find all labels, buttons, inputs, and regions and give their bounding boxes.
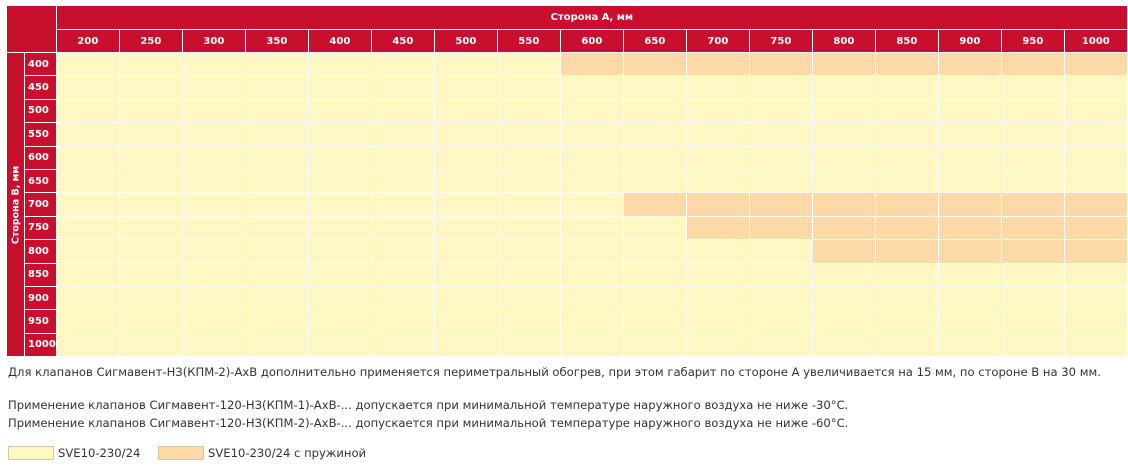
cell-standard [308,76,371,99]
cell-standard [497,76,560,99]
cell-standard [119,53,182,76]
cell-standard [749,310,812,333]
cell-standard [308,123,371,146]
cell-spring [623,53,686,76]
cell-standard [119,263,182,286]
cell-standard [371,123,434,146]
cell-standard [1001,310,1064,333]
cell-standard [245,123,308,146]
cell-standard [371,53,434,76]
cell-standard [623,286,686,309]
axis-a-header: Сторона А, мм [56,6,1127,30]
cell-standard [56,193,119,216]
cell-standard [686,99,749,122]
row-header: 650 [25,169,57,192]
cell-standard [875,310,938,333]
cell-standard [371,169,434,192]
table-row [7,146,1128,169]
row-header: 700 [25,193,57,216]
cell-standard [497,333,560,356]
cell-standard [875,169,938,192]
legend-swatch-spring [158,446,204,460]
row-header: 600 [25,146,57,169]
table-row [7,310,1128,333]
cell-standard [812,76,875,99]
cell-spring [686,216,749,239]
cell-standard [1001,76,1064,99]
temperature-note-2: Применение клапанов Сигмавент-120-НЗ(КПМ-2)-АхВ-... допускается при минимальной температуре наружного воздуха не ниже -60°С. [8,416,849,430]
cell-standard [56,169,119,192]
column-header: 300 [182,30,245,53]
cell-spring [812,240,875,263]
cell-spring [1001,240,1064,263]
row-header: 900 [25,286,57,309]
cell-standard [371,263,434,286]
column-header: 950 [1001,30,1064,53]
cell-spring [1064,216,1127,239]
cell-standard [560,263,623,286]
cell-standard [119,146,182,169]
cell-spring [938,216,1001,239]
cell-standard [497,216,560,239]
cell-standard [749,333,812,356]
cell-standard [497,310,560,333]
column-header: 350 [245,30,308,53]
cell-standard [938,76,1001,99]
cell-standard [875,76,938,99]
cell-standard [875,286,938,309]
cell-standard [245,146,308,169]
cell-standard [308,333,371,356]
cell-standard [182,99,245,122]
heating-note: Для клапанов Сигмавент-НЗ(КПМ-2)-АхВ дополнительно применяется периметральный обогрев, при этом габарит по стороне А увеличивается на 15 мм, по стороне В на 30 мм. [8,365,1101,379]
cell-standard [119,310,182,333]
legend-swatch-standard [8,446,54,460]
cell-standard [182,123,245,146]
cell-standard [119,286,182,309]
cell-standard [56,263,119,286]
cell-standard [182,146,245,169]
cell-standard [812,263,875,286]
cell-standard [434,310,497,333]
cell-standard [434,240,497,263]
cell-standard [560,146,623,169]
cell-standard [434,263,497,286]
table-row [7,193,1128,216]
cell-standard [182,169,245,192]
cell-standard [938,263,1001,286]
cell-spring [686,193,749,216]
cell-standard [434,146,497,169]
cell-standard [434,333,497,356]
cell-standard [749,169,812,192]
cell-standard [938,123,1001,146]
cell-spring [1001,216,1064,239]
cell-standard [497,286,560,309]
column-header: 650 [623,30,686,53]
table-row [7,99,1128,122]
cell-standard [1064,169,1127,192]
cell-spring [875,53,938,76]
cell-standard [245,169,308,192]
cell-standard [497,240,560,263]
cell-standard [245,99,308,122]
cell-standard [623,263,686,286]
cell-standard [686,286,749,309]
cell-standard [686,76,749,99]
column-header: 400 [308,30,371,53]
table-row [7,216,1128,239]
cell-standard [938,310,1001,333]
row-header: 850 [25,263,57,286]
cell-standard [938,333,1001,356]
row-header: 400 [25,53,57,76]
cell-standard [371,286,434,309]
cell-spring [1064,53,1127,76]
row-header: 750 [25,216,57,239]
row-header: 450 [25,76,57,99]
cell-standard [560,216,623,239]
legend-item-standard [8,445,140,461]
column-header: 550 [497,30,560,53]
cell-standard [182,263,245,286]
cell-standard [371,76,434,99]
column-header: 450 [371,30,434,53]
cell-standard [812,123,875,146]
cell-standard [119,333,182,356]
cell-standard [1001,169,1064,192]
cell-spring [623,193,686,216]
cell-standard [875,146,938,169]
cell-standard [56,286,119,309]
cell-standard [119,240,182,263]
cell-standard [182,286,245,309]
cell-standard [686,333,749,356]
cell-standard [182,193,245,216]
cell-standard [749,286,812,309]
cell-standard [308,216,371,239]
cell-standard [434,193,497,216]
cell-standard [308,263,371,286]
dimension-table [6,5,1128,357]
cell-standard [434,76,497,99]
axis-b-header [7,53,25,357]
cell-standard [1064,99,1127,122]
cell-standard [938,146,1001,169]
column-header: 250 [119,30,182,53]
cell-standard [497,53,560,76]
cell-standard [119,99,182,122]
cell-standard [245,286,308,309]
cell-spring [1064,193,1127,216]
cell-standard [56,310,119,333]
cell-spring [1064,240,1127,263]
cell-standard [938,99,1001,122]
cell-standard [1001,99,1064,122]
cell-standard [308,169,371,192]
cell-standard [182,216,245,239]
cell-standard [182,333,245,356]
cell-standard [245,216,308,239]
cell-standard [182,53,245,76]
cell-standard [182,240,245,263]
cell-standard [749,146,812,169]
cell-standard [245,76,308,99]
legend-label-standard: SVE10-230/24 [58,446,141,460]
column-header: 850 [875,30,938,53]
cell-spring [938,193,1001,216]
cell-standard [623,123,686,146]
cell-standard [56,99,119,122]
cell-spring [686,53,749,76]
cell-spring [1001,193,1064,216]
cell-standard [686,146,749,169]
cell-standard [56,76,119,99]
cell-standard [434,99,497,122]
cell-spring [875,193,938,216]
cell-standard [245,333,308,356]
table-row [7,240,1128,263]
cell-standard [623,76,686,99]
cell-standard [560,333,623,356]
cell-standard [623,99,686,122]
cell-standard [1001,123,1064,146]
cell-standard [812,310,875,333]
cell-standard [182,76,245,99]
cell-standard [686,123,749,146]
cell-spring [560,53,623,76]
cell-standard [938,169,1001,192]
cell-standard [623,333,686,356]
cell-standard [245,53,308,76]
cell-standard [749,123,812,146]
cell-standard [56,240,119,263]
table-row [7,333,1128,356]
cell-spring [875,216,938,239]
cell-standard [686,310,749,333]
cell-standard [1001,146,1064,169]
cell-standard [1064,286,1127,309]
cell-standard [623,216,686,239]
table-row [7,169,1128,192]
table-row [7,53,1128,76]
cell-standard [875,263,938,286]
column-header-row [7,30,1128,53]
row-header: 500 [25,99,57,122]
cell-standard [308,53,371,76]
cell-standard [119,216,182,239]
cell-standard [308,146,371,169]
cell-standard [245,240,308,263]
cell-standard [182,310,245,333]
cell-standard [56,53,119,76]
cell-standard [119,169,182,192]
cell-standard [560,240,623,263]
cell-standard [245,193,308,216]
cell-standard [686,169,749,192]
cell-standard [119,123,182,146]
cell-spring [812,53,875,76]
cell-standard [560,123,623,146]
cell-standard [119,193,182,216]
cell-standard [1001,286,1064,309]
cell-standard [560,193,623,216]
cell-standard [812,146,875,169]
column-header: 900 [938,30,1001,53]
cell-standard [245,310,308,333]
cell-standard [1064,123,1127,146]
cell-standard [1001,333,1064,356]
cell-standard [875,123,938,146]
cell-standard [497,169,560,192]
column-header: 600 [560,30,623,53]
cell-standard [434,53,497,76]
cell-standard [560,286,623,309]
cell-standard [56,216,119,239]
cell-standard [497,123,560,146]
cell-standard [560,76,623,99]
table-corner [7,6,57,53]
cell-standard [434,169,497,192]
cell-standard [749,263,812,286]
column-header: 700 [686,30,749,53]
cell-standard [560,99,623,122]
column-header: 500 [434,30,497,53]
cell-standard [56,146,119,169]
cell-standard [497,263,560,286]
cell-standard [686,240,749,263]
cell-standard [560,169,623,192]
cell-standard [623,240,686,263]
cell-spring [938,53,1001,76]
column-header: 750 [749,30,812,53]
cell-standard [308,193,371,216]
cell-standard [308,99,371,122]
cell-standard [1064,263,1127,286]
cell-standard [56,123,119,146]
cell-standard [371,146,434,169]
cell-standard [371,216,434,239]
table-row [7,263,1128,286]
cell-standard [434,286,497,309]
row-header: 800 [25,240,57,263]
cell-standard [560,310,623,333]
cell-standard [119,76,182,99]
cell-standard [623,169,686,192]
column-header: 800 [812,30,875,53]
cell-standard [1001,263,1064,286]
cell-spring [749,193,812,216]
table-row [7,76,1128,99]
legend-item-spring [158,445,366,461]
cell-spring [875,240,938,263]
cell-standard [56,333,119,356]
cell-spring [812,193,875,216]
cell-standard [749,240,812,263]
cell-standard [371,240,434,263]
cell-spring [749,53,812,76]
cell-standard [308,240,371,263]
cell-standard [371,99,434,122]
cell-standard [371,333,434,356]
cell-standard [812,99,875,122]
cell-spring [749,216,812,239]
cell-spring [812,216,875,239]
cell-standard [371,310,434,333]
row-header: 550 [25,123,57,146]
table-row [7,286,1128,309]
cell-standard [812,333,875,356]
row-header: 1000 [25,333,57,356]
cell-spring [1001,53,1064,76]
legend-label-spring: SVE10-230/24 с пружиной [208,446,367,460]
cell-standard [749,99,812,122]
cell-standard [434,123,497,146]
cell-standard [812,169,875,192]
cell-standard [875,99,938,122]
cell-standard [245,263,308,286]
cell-standard [1064,333,1127,356]
cell-standard [875,333,938,356]
cell-standard [1064,146,1127,169]
column-header: 200 [56,30,119,53]
cell-standard [497,146,560,169]
cell-standard [1064,76,1127,99]
cell-standard [749,76,812,99]
cell-standard [497,193,560,216]
cell-standard [497,99,560,122]
cell-standard [1064,310,1127,333]
table-row [7,123,1128,146]
cell-standard [371,193,434,216]
temperature-note-1: Применение клапанов Сигмавент-120-НЗ(КПМ-1)-АхВ-... допускается при минимальной температуре наружного воздуха не ниже -30°С. [8,398,849,412]
cell-standard [434,216,497,239]
cell-standard [623,310,686,333]
row-header: 950 [25,310,57,333]
column-header: 1000 [1064,30,1127,53]
cell-standard [686,263,749,286]
cell-spring [938,240,1001,263]
axis-b-label: Сторона В, мм [10,165,21,244]
cell-standard [623,146,686,169]
cell-standard [812,286,875,309]
cell-standard [938,286,1001,309]
cell-standard [308,310,371,333]
cell-standard [308,286,371,309]
